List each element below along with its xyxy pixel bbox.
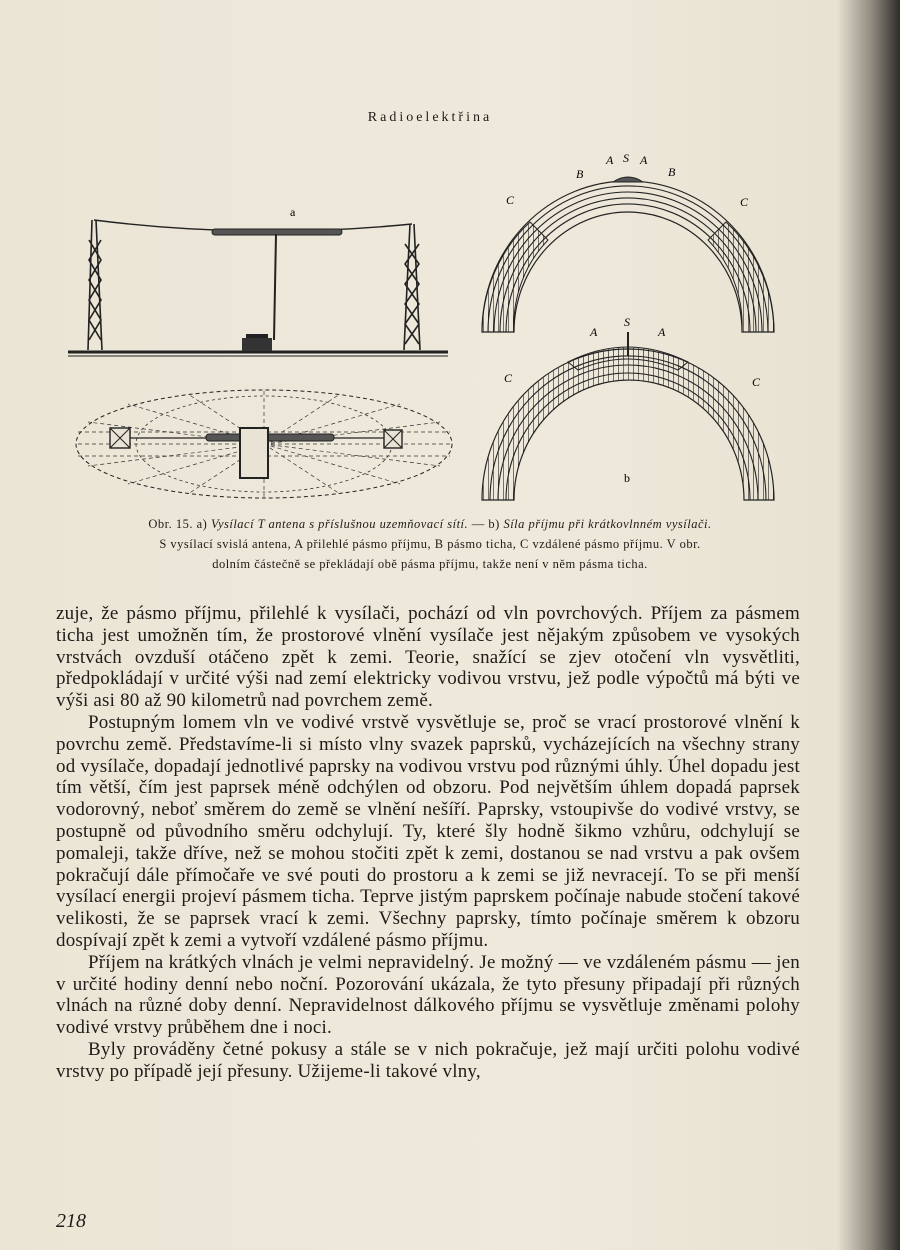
body-text xyxy=(56,603,800,1083)
figure-a-earth-net xyxy=(68,386,460,504)
svg-text:C: C xyxy=(752,375,761,389)
figure-a-label: a xyxy=(290,205,296,219)
page-number: 218 xyxy=(56,1210,86,1232)
paragraph: Příjem na krátkých vlnách je velmi nepravidelný. Je možný — ve vzdáleném pásmu — jen v určité hodiny denní nebo noční. Pozorování ukázala, že tyto přesuny připadají při různých vlnách na různé doby denní. Nepravidelnost dálkového příjmu se vysvětluje změnami polohy vodivé vrstvy průběhem dne i noci. xyxy=(56,951,800,1039)
figure-caption: Obr. 15. a) Vysílací T antena s příslušnou uzemňovací sítí. — b) Síla příjmu při krátkovlnném vysílači. S vysílací svislá antena, A přilehlé pásmo příjmu, B pásmo ticha, C vzdálené pásmo příjmu. V obr. dolním částečně se překládají obě pásma příjmu, takže není v něm pásma ticha. xyxy=(148,517,712,571)
paragraph: Byly prováděny četné pokusy a stále se v nich pokračuje, jež mají určiti polohu vodivé vrstvy po případě její přesuny. Užijeme-li takové vlny, xyxy=(56,1038,800,1082)
svg-text:C: C xyxy=(740,195,749,209)
figure-b-label: b xyxy=(624,471,630,485)
svg-text:B: B xyxy=(576,167,584,181)
figure-a-antenna xyxy=(62,200,454,370)
svg-text:B: B xyxy=(668,165,676,179)
svg-text:S: S xyxy=(623,151,629,165)
figure-b-bottom xyxy=(478,312,780,504)
svg-text:A: A xyxy=(658,325,666,339)
running-header: Radioelektřina xyxy=(367,110,493,125)
svg-text:A: A xyxy=(640,153,648,167)
svg-text:A: A xyxy=(590,325,598,339)
figure-b-top xyxy=(478,150,780,335)
paragraph: Postupným lomem vln ve vodivé vrstvě vysvětluje se, proč se vrací prostorové vlnění k povrchu země. Představíme-li si místo vlny svazek paprsků, vycházejících na všechny strany od vysílače, dopadají jednotlivé paprsky na vodivou vrstvu pod různými úhly. Úhel dopadu jest tím větší, čím jest paprsek méně odchýlen od obzoru. Pod největším úhlem dopadá paprsek vodorovný, neboť směrem do země se vlnění nešíří. Paprsky, vstoupivše do vodivé vrstvy, se postupně od původního směru odchylují. Ty, které šly hodně šikmo vzhůru, odchylují se pomaleji, takže dříve, než se mohou stočiti zpět k zemi, dostanou se nad vrstvu a pak ovšem pokračují dále přímočaře ve své pouti do prostoru a k zemi se již nevracejí. To se při menší vysílací energii projeví pásmem ticha. Teprve jistým paprskem počínaje nabude stočení takové velikosti, že se paprsek vrací k zemi. Všechny paprsky, tímto počínaje směrem k obzoru dospívají zpět k zemi a vytvoří vzdálené pásmo příjmu. xyxy=(56,711,800,951)
svg-text:C: C xyxy=(506,193,515,207)
svg-text:S: S xyxy=(624,315,630,329)
svg-text:A: A xyxy=(606,153,614,167)
paragraph: zuje, že pásmo příjmu, přilehlé k vysílači, pochází od vln povrchových. Příjem za pásmem ticha jest umožněn tím, že prostorové vlnění vysílače jest nějakým způsobem ve vysokých vrstvách ovzduší otáčeno zpět k zemi. Teorie, snažící se zjev otočení vln vysvětliti, předpokládají v určité výši nad zemí elektricky vodivou vrstvu, jež podle výpočtů má býti ve výši asi 80 až 90 kilometrů nad povrchem země. xyxy=(56,603,800,712)
svg-text:C: C xyxy=(504,371,513,385)
